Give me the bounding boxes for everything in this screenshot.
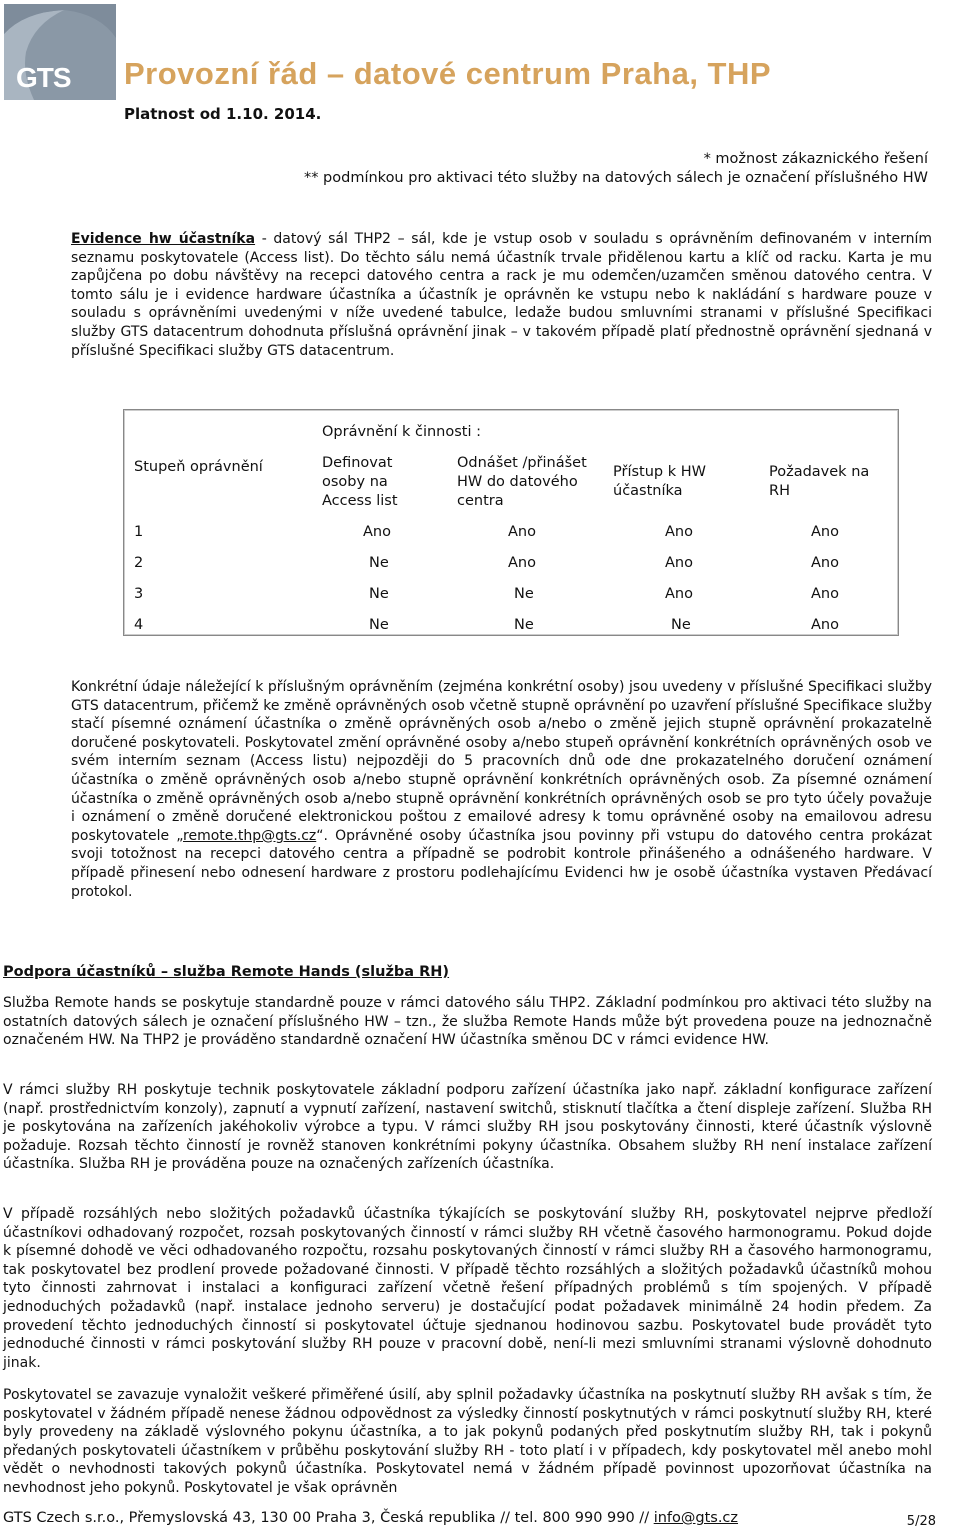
footer bbox=[3, 1510, 937, 1526]
page-number: 5/28 bbox=[906, 1514, 936, 1529]
table-cell: Ne bbox=[671, 617, 691, 633]
table-cell: Ne bbox=[514, 617, 534, 633]
table-cell: Ano bbox=[811, 555, 839, 571]
table-cell: Ne bbox=[369, 586, 389, 602]
permission-table bbox=[123, 409, 899, 636]
footnotes bbox=[304, 150, 928, 188]
table-cell: Ne bbox=[369, 555, 389, 571]
col-header-rh: Požadavek na RH bbox=[769, 464, 870, 499]
table-cell: Ano bbox=[665, 524, 693, 540]
rh-paragraph-2: V rámci služby RH poskytuje technik poskytovatele základní podporu zařízení účastníka jako např. základní konfigurace zařízení (např. prostřednictvím konzoly), zapnutí a vypnutí zařízení, nastavení switchů, stisknutí tlačítka a čtení displeje zařízení. Služba RH je poskytována na zařízeních jakéhokoliv výrobce a typu. V rámci služby RH jsou poskytovány činnosti, které účastník výslovně požaduje. Rozsah těchto činností je rovněž stanoven konkrétními pokyny účastníka. Obsahem služby RH není instalace zařízení účastníka. Služba RH je prováděna pouze na označených zařízeních účastníka. bbox=[3, 1082, 932, 1173]
rh-paragraph-1: Služba Remote hands se poskytuje standardně pouze v rámci datového sálu THP2. Základní podmínkou pro aktivaci této služby na ostatních datových sálech je označení příslušného HW – tzn., že služba Remote Hands může být provedena pouze na jednoznačně označeném HW. Na THP2 je prováděno standardně označení HW účastníka směnou DC v rámci evidence HW. bbox=[3, 995, 932, 1049]
validity-date: Platnost od 1.10. 2014. bbox=[124, 105, 322, 123]
footnote-1: * možnost zákaznického řešení bbox=[703, 151, 928, 167]
gts-logo bbox=[4, 4, 116, 100]
table-cell: Ano bbox=[665, 555, 693, 571]
concrete-paragraph bbox=[71, 678, 932, 901]
footer-email-link[interactable]: info@gts.cz bbox=[653, 1510, 739, 1526]
table-cell: Ano bbox=[811, 524, 839, 540]
table-cell: Ne bbox=[514, 586, 534, 602]
table-cell: Ne bbox=[369, 617, 389, 633]
footnote-2: ** podmínkou pro aktivaci této služby na datových sálech je označení příslušného HW bbox=[303, 170, 928, 186]
concrete-text-after: “. Oprávněné osoby účastníka jsou povinny při vstupu do datového centra prokázat svoji totožnost na recepci datového centra a případně se podrobit kontrole přinášeného a odnášeného hardware. V případě přinesení nebo odnesení hardware z prostoru podlehajícímu Evidenci hw je osobě účastníka vystaven Předávací protokol. bbox=[71, 827, 932, 900]
evidence-paragraph bbox=[71, 230, 932, 360]
col-header-access: Přístup k HW účastníka bbox=[613, 464, 706, 499]
rh-paragraph-4: Poskytovatel se zavazuje vynaložit veškeré přiměřené úsilí, aby splnil požadavky účastníka na poskytnutí služby RH avšak s tím, že poskytovatel v žádném případě nenese žádnou odpovědnost za výsledky činností poskytnutých v rámci poskytnutí služby RH, které byly provedeny na základě výslovného pokynu účastníka, a to jak pokynů podaných před poskytnutím služby RH, tak i pokynů předaných poskytovateli účastníkem v průběhu poskytování služby RH - toto platí i v případech, kdy poskytovatel měl anebo mohl vědět o nevhodnosti takových pokynů účastníka. Poskytovatel nemá v žádném případě povinnost upozorňovat účastníka na nevhodnost jeho pokynů. Poskytovatel je však oprávněn bbox=[3, 1387, 932, 1496]
table-cell: Ano bbox=[363, 524, 391, 540]
table-cell: Ano bbox=[665, 586, 693, 602]
table-cell: 4 bbox=[134, 617, 144, 633]
document-title: Provozní řád – datové centrum Praha, THP bbox=[124, 56, 772, 91]
col-header-carry: Odnášet /přinášet HW do datového centra bbox=[457, 455, 587, 509]
footer-company: GTS Czech s.r.o., Přemyslovská 43, 130 00 Praha 3, Česká republika // tel. 800 990 990 // bbox=[3, 1510, 654, 1526]
table-cell: Ano bbox=[811, 586, 839, 602]
table-cell: 2 bbox=[134, 555, 144, 571]
table-cell: 1 bbox=[134, 524, 144, 540]
table-cell: 3 bbox=[134, 586, 144, 602]
logo-text: GTS bbox=[16, 62, 71, 93]
rh-paragraph-3: V případě rozsáhlých nebo složitých požadavků účastníka týkajících se poskytování služby RH, poskytovatel nejprve předloží účastníkovi odhadovaný rozpočet, rozsah poskytovaných činností v rámci služby RH včetně časového harmonogramu. Pokud dojde k písemné dohodě ve věci odhadovaného rozpočtu, rozsahu poskytovaných činností v rámci služby RH a časového harmonogramu, tak poskytovatel bez prodlení provede požadované činnosti. V případě těchto rozsáhlých a složitých požadavků účastníků mohou tyto činnosti zahrnovat i instalaci a konfiguraci zařízení včetně řešení případných problémů s tím spojených. V případě jednoduchých požadavků (např. instalace jednoho serveru) je dostačující podat požadavek minimálně 24 hodin předem. Za provedení těchto jednoduchých činností si poskytovatel účtuje sjednanou hodinovou sazbu. Poskytovatel bude provádět tyto jednoduché činnosti v rámci poskytování služby RH pouze v pracovní době, není-li mezi smluvními stranami výslovně dohodnuto jinak. bbox=[3, 1206, 932, 1371]
table-group-label: Oprávnění k činnosti : bbox=[322, 424, 482, 440]
concrete-text: Konkrétní údaje náležející k příslušným oprávněním (zejména konkrétní osoby) jsou uvedeny v příslušné Specifikaci služby GTS datacentrum, přičemž ke změně oprávněných osob včetně stupně oprávnění po uzavření příslušné Specifikace služby stačí písemné oznámení účastníka o změně oprávněných osob a/nebo o změně jejich stupně oprávnění prokazatelně doručené poskytovateli. Poskytovatel změní oprávněné osoby a/nebo stupeň oprávnění konkrétních oprávněných osob ve svém interním seznam (Access listu) nejpozději do 5 pracovních dnů ode dne prokazatelného doručení oznámení účastníka o změně oprávněných osob a/nebo stupně oprávnění konkrétních oprávněných osob. Za písemné oznámení účastníka o změně oprávněných osob a/nebo stupně oprávnění konkrétních oprávněných osob se pro tyto účely považuje i oznámení o změně doručené elektronickou poštou z emailové adresy k tomu oprávněné osoby na emailovou adresu poskytovatele „ bbox=[71, 679, 932, 844]
remote-hands-heading: Podpora účastníků – služba Remote Hands (služba RH) bbox=[3, 964, 450, 980]
evidence-text: - datový sál THP2 – sál, kde je vstup osob v souladu s oprávněním definovaném v interním seznamu poskytovatele (Access list). Do těchto sálu nemá účastník trvale přidělenou kartu a klíč od racku. Karta je mu zapůjčena po dobu návštěvy na recepci datového centra a rack je mu odemčen/uzamčen směnou datového centra. V tomto sálu je i evidence hardware účastníka a účastník je oprávněn ke vstupu nebo k nakládání s hardware pouze v souladu s oprávněními uvedenými v níže uvedené tabulce, ledaže budou smluvními stranami v příslušné Specifikaci služby GTS datacentrum dohodnuta příslušná oprávnění jinak – v takovém případě platí přednostně oprávnění sjednaná v příslušné Specifikaci služby GTS datacentrum. bbox=[71, 231, 932, 359]
remote-email-link[interactable]: remote.thp@gts.cz bbox=[183, 827, 317, 844]
evidence-heading: Evidence hw účastníka bbox=[71, 231, 256, 247]
table-cell: Ano bbox=[811, 617, 839, 633]
col-header-define: Definovat osoby na Access list bbox=[322, 455, 398, 509]
table-cell: Ano bbox=[508, 555, 536, 571]
table-cell: Ano bbox=[508, 524, 536, 540]
col-header-level: Stupeň oprávnění bbox=[134, 459, 263, 475]
